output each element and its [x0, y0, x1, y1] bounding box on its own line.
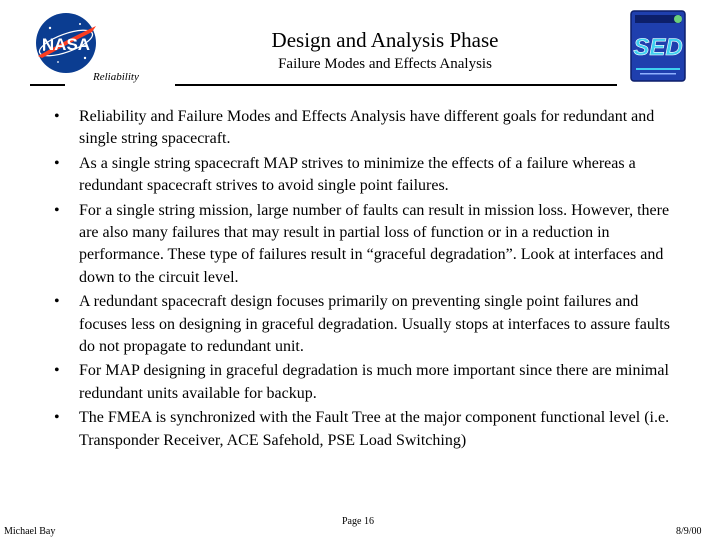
sed-logo-icon [630, 10, 686, 82]
header-divider-right [175, 84, 617, 86]
bullet-text: A redundant spacecraft design focuses primarily on preventing single point failures and focuses less on designing in graceful degradation. Usually stops at interfaces to assure faults do not propagate to redundant unit. [79, 293, 670, 356]
bullet-text: As a single string spacecraft MAP strives to minimize the effects of a failure whereas a redundant spacecraft strives to avoid single point failures. [79, 154, 636, 195]
header-divider-left [30, 84, 65, 86]
bullet-item [52, 153, 682, 198]
bullet-item [52, 106, 682, 151]
bullet-marker: • [54, 108, 60, 125]
bullet-text: For MAP designing in graceful degradation is much more important since there are minimal redundant units available for backup. [79, 362, 669, 402]
bullet-marker: • [54, 201, 60, 219]
bullet-item [52, 407, 682, 452]
bullet-marker: • [54, 409, 60, 427]
bullet-list [52, 106, 682, 454]
bullet-text: For a single string mission, large number of faults can result in mission loss. However, there are also many failures that may result in partial loss of function or in a reduction in performance. These type of failures result in “graceful degradation”. Look at interfaces and down to the circuit level. [79, 201, 670, 286]
bullet-text: The FMEA is synchronized with the Fault Tree at the major component functional level (i.e. Transponder Receiver, ACE Safehold, PSE Load Switching) [79, 409, 670, 449]
sed-logo-text: SED [633, 34, 683, 61]
bullet-item [52, 360, 682, 405]
bullet-item [52, 200, 682, 290]
footer-author: Michael Bay [4, 526, 56, 537]
footer-date: 8/9/00 [676, 526, 702, 537]
page-subtitle: Failure Modes and Effects Analysis [278, 56, 492, 72]
bullet-text: Reliability and Failure Modes and Effects Analysis have different goals for redundant and single string spacecraft. [79, 108, 655, 148]
section-label: Reliability [93, 71, 139, 83]
footer-page-number: Page 16 [342, 516, 374, 527]
bullet-marker: • [54, 362, 60, 380]
bullet-item [52, 291, 682, 358]
nasa-logo-text: NASA [41, 35, 91, 54]
nasa-logo-icon [30, 10, 102, 76]
bullet-marker: • [54, 154, 60, 172]
bullet-marker: • [54, 293, 60, 311]
page-title: Design and Analysis Phase [271, 28, 499, 52]
